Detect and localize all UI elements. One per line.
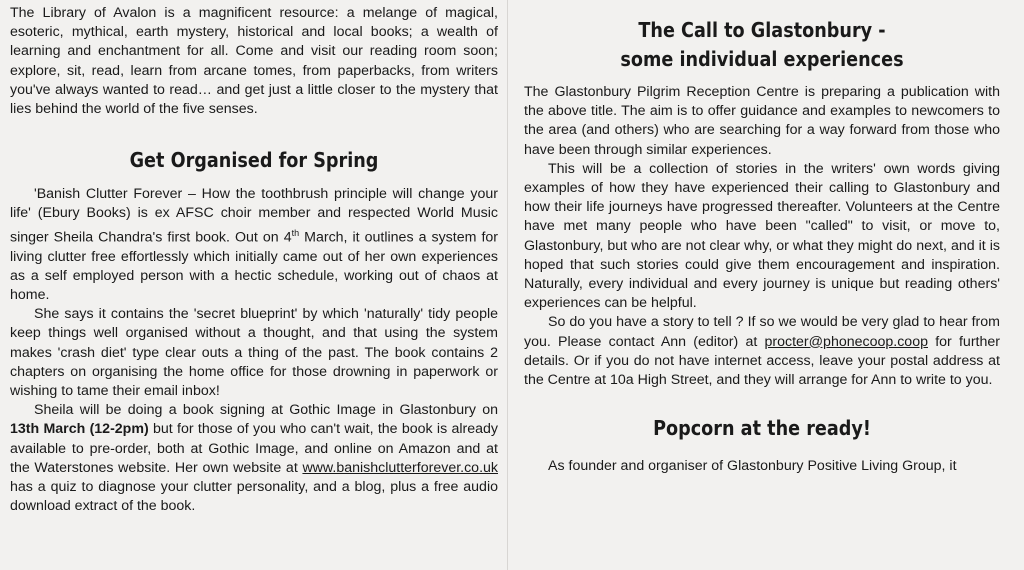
glastonbury-paragraph-2: This will be a collection of stories in the writers' own words giving examples of how they have experienced their calling to Glastonbury and how their life journeys have progressed thereafter. Volunteers at the Centre have met many people who have been "called" to visit, or move to, Glastonbury, but who are not clear why, or what they might do next, and it is hoped that such stories could give them encouragement and inspiration. Naturally, every individual and every journey is unique but reading others' experiences can be helpful. [524, 160, 1000, 312]
glastonbury-heading-line-1: The Call to Glastonbury - [638, 18, 886, 42]
popcorn-heading: Popcorn at the ready! [653, 416, 871, 441]
spring-paragraph-2: She says it contains the 'secret blueprint' by which 'naturally' tidy people keep things well organised without a thought, and that using the system makes 'crash diet' type clear outs a thing of the past. The book contains 2 chapters on organising the home office for those drowning in paperwork or wishing to tame their email inbox! [10, 306, 498, 399]
library-intro-paragraph: The Library of Avalon is a magnificent resource: a melange of magical, esoteric, mythical, earth mystery, historical and local books; a wealth of learning and enchantment for all. Come and visit our reading room soon; explore, sit, read, learn from arcane tomes, from paperbacks, from writers you've always wanted to read… and get just a little closer to the mystery that lies behind the world of the five senses. [10, 5, 498, 118]
glastonbury-paragraph-3 [524, 313, 1000, 390]
glastonbury-paragraph-1: The Glastonbury Pilgrim Reception Centre is preparing a publication with the above title. The aim is to offer guidance and examples to newcomers to the area (and others) who are searching for a way forward from those who have been through similar experiences. [524, 84, 1000, 158]
glastonbury-p3-text-a: So do you have a story to tell ? If so we would be very glad to hear from you. Please contact Ann (editor) at [524, 314, 1000, 350]
spring-article-heading: Get Organised for Spring [129, 148, 379, 173]
spring-p1-text-b: March, it outlines a system for living clutter free effortlessly which initially came out of her own experiences as a self employed person with a hectic schedule, working out of chaos at home. [10, 229, 498, 303]
editor-email-link[interactable]: procter@phonecoop.coop [764, 333, 928, 350]
spring-p3-text-b: but for those of you who can't wait, the book is already available to pre-order, both at Gothic Image, and online on Amazon and at the Waterstones website. Her own website at [10, 421, 499, 476]
spring-p3-text-c: has a quiz to diagnose your clutter personality, and a blog, plus a free audio download extract of the book. [10, 479, 498, 515]
glastonbury-p3-text-b: for further details. Or if you do not have internet access, leave your postal address at the Centre at 10a High Street, and they will arrange for Ann to write to you. [524, 333, 1000, 389]
popcorn-paragraph: As founder and organiser of Glastonbury Positive Living Group, it [548, 458, 957, 475]
glastonbury-heading-line-2: some individual experiences [620, 47, 904, 71]
spring-paragraph-1 [10, 185, 498, 305]
spring-p1-text-a: 'Banish Clutter Forever – How the toothbrush principle will change your life' (Ebury Books) is ex AFSC choir member and respected World Music singer Sheila Chandra's first book. Out on 4 [10, 186, 498, 246]
right-column [524, 0, 1000, 476]
spring-paragraph-3 [10, 401, 498, 516]
banish-clutter-website-link[interactable]: www.banishclutterforever.co.uk [302, 459, 498, 476]
column-gutter [507, 0, 508, 570]
left-column [10, 0, 498, 516]
spring-p1-ordinal: th [291, 227, 300, 238]
spring-p3-text-a: Sheila will be doing a book signing at Gothic Image in Glastonbury on [34, 402, 498, 419]
signing-date: 13th March (12-2pm) [10, 421, 149, 438]
